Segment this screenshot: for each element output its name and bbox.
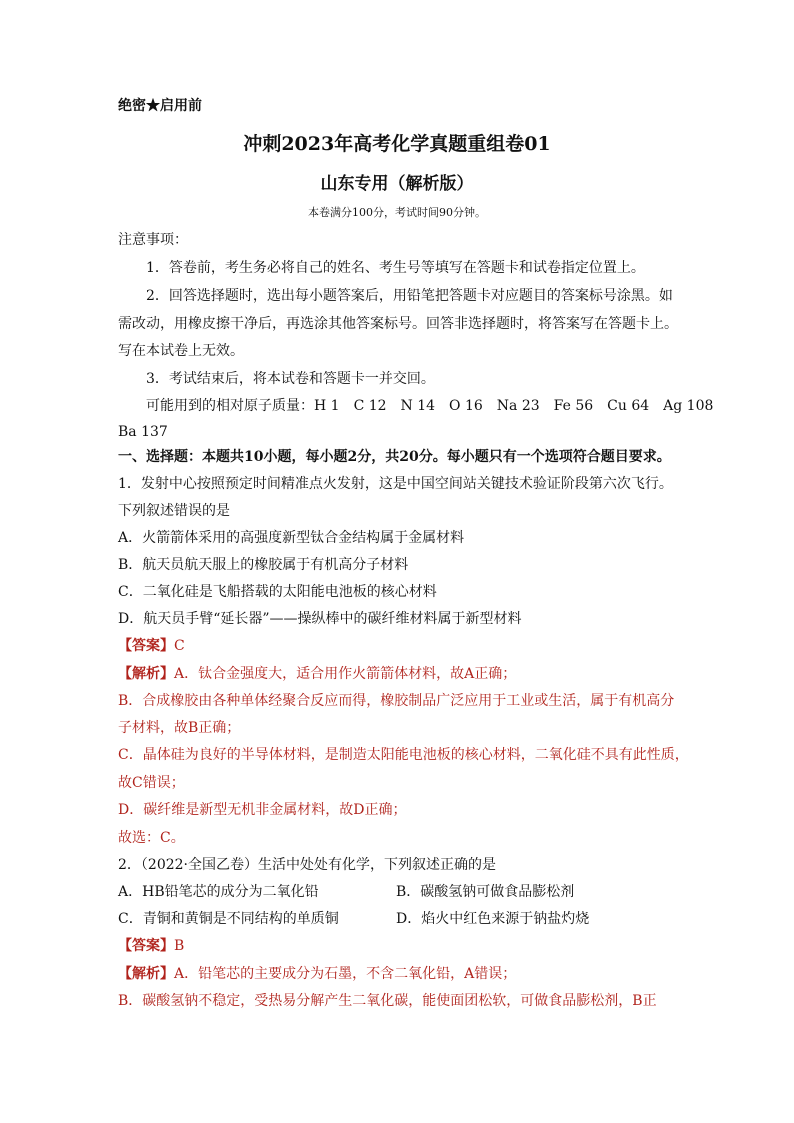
exam-meta: 本卷满分100分，考试时间90分钟。 — [308, 206, 486, 219]
atomic-mass-line-cont: Ba 137 — [118, 424, 168, 440]
question-1-stem: 1．发射中心按照预定时间精准点火发射，这是中国空间站关键技术验证阶段第六次飞行。 — [118, 476, 673, 492]
analysis-label: 【解析】 — [118, 966, 174, 982]
section-heading: 一、选择题：本题共10小题，每小题2分，共20分。每小题只有一个选项符合题目要求。 — [118, 449, 671, 465]
question-1-analysis-d: D．碳纤维是新型无机非金属材料，故D正确； — [118, 802, 407, 818]
question-1-analysis-c: C．晶体硅为良好的半导体材料，是制造太阳能电池板的核心材料，二氧化硅不具有此性质， — [118, 747, 689, 763]
page-title: 冲刺2023年高考化学真题重组卷01 — [243, 133, 551, 155]
question-1-option-d: D．航天员手臂“延长器”——操纵棒中的碳纤维材料属于新型材料 — [118, 611, 522, 627]
analysis-text: A．钛合金强度大，适合用作火箭箭体材料，故A正确； — [174, 666, 517, 682]
question-2-option-c: C．青铜和黄铜是不同结构的单质铜 — [118, 911, 339, 927]
question-2-analysis — [118, 964, 516, 984]
notice-item-2-cont: 写在本试卷上无效。 — [118, 343, 244, 359]
analysis-text: A．铅笔芯的主要成分为石墨，不含二氧化铅，A错误； — [174, 966, 517, 982]
question-1-conclusion: 故选：C。 — [118, 830, 185, 846]
answer-value: B — [174, 938, 185, 954]
question-1-option-b: B．航天员航天服上的橡胶属于有机高分子材料 — [118, 557, 409, 573]
question-2-option-b: B．碳酸氢钠可做食品膨松剂 — [396, 884, 575, 900]
question-1-option-c: C．二氧化硅是飞船搭载的太阳能电池板的核心材料 — [118, 584, 437, 600]
question-1-analysis-b: B．合成橡胶由各种单体经聚合反应而得，橡胶制品广泛应用于工业或生活，属于有机高分 — [118, 693, 675, 709]
question-2-analysis-b: B．碳酸氢钠不稳定，受热易分解产生二氧化碳，能使面团松软，可做食品膨松剂，B正 — [118, 993, 657, 1009]
confidential-label: 绝密★启用前 — [118, 98, 202, 114]
analysis-label: 【解析】 — [118, 666, 174, 682]
notice-heading: 注意事项： — [118, 232, 188, 248]
question-2-option-d: D．焰火中红色来源于钠盐灼烧 — [396, 911, 590, 927]
notice-item-2: 2．回答选择题时，选出每小题答案后，用铅笔把答题卡对应题目的答案标号涂黑。如 — [146, 288, 673, 304]
question-2-stem: 2．（2022·全国乙卷）生活中处处有化学，下列叙述正确的是 — [118, 857, 496, 873]
notice-item-1: 1．答卷前，考生务必将自己的姓名、考生号等填写在答题卡和试卷指定位置上。 — [146, 260, 645, 276]
question-2-option-a: A．HB铅笔芯的成分为二氧化铅 — [118, 884, 319, 900]
question-1-analysis — [118, 664, 516, 684]
notice-item-2-cont: 需改动，用橡皮擦干净后，再选涂其他答案标号。回答非选择题时，将答案写在答题卡上。 — [118, 316, 678, 332]
question-1-analysis-b-cont: 子材料，故B正确； — [118, 720, 241, 736]
atomic-mass-line: 可能用到的相对原子质量：H 1 C 12 N 14 O 16 Na 23 Fe 56 Cu 64 Ag 108 — [146, 398, 714, 414]
question-2-answer — [118, 936, 184, 956]
answer-label: 【答案】 — [118, 938, 174, 954]
question-1-option-a: A．火箭箭体采用的高强度新型钛合金结构属于金属材料 — [118, 530, 465, 546]
answer-value: C — [174, 638, 185, 654]
question-1-answer — [118, 636, 185, 656]
question-1-stem-cont: 下列叙述错误的是 — [118, 503, 230, 519]
answer-label: 【答案】 — [118, 638, 174, 654]
page-subtitle: 山东专用（解析版） — [320, 174, 474, 194]
notice-item-3: 3．考试结束后，将本试卷和答题卡一并交回。 — [146, 371, 435, 387]
question-1-analysis-c-cont: 故C错误； — [118, 775, 185, 791]
